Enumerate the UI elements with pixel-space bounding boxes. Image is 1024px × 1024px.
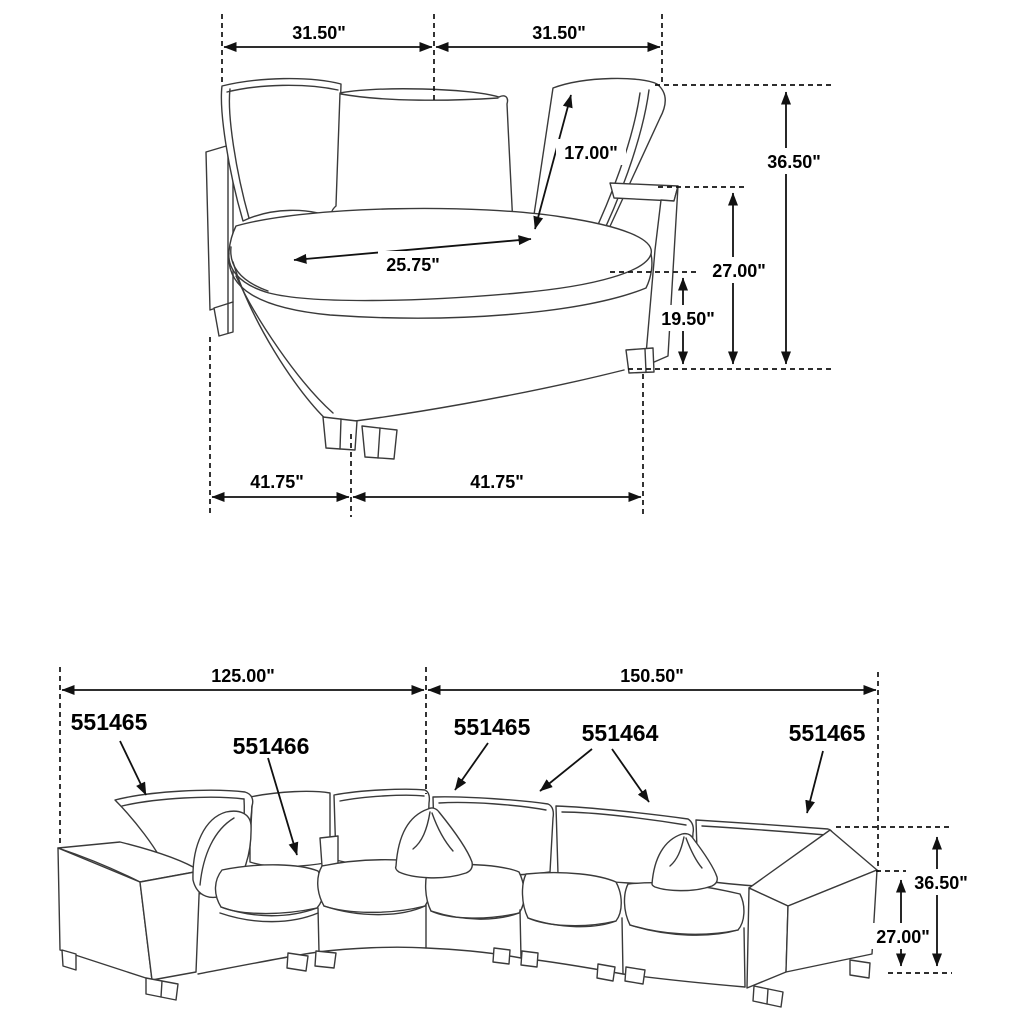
sku-label-3: 551465: [453, 714, 531, 740]
dim-label-depth-right: 41.75": [470, 472, 524, 492]
corner-seat-lip2: [220, 913, 318, 922]
base-seam-3: [520, 910, 521, 958]
leg-line: [767, 989, 768, 1004]
leg: [521, 951, 538, 967]
base-seam-1: [318, 908, 319, 952]
corner-back-edge: [320, 836, 338, 866]
front-leg-1-line: [340, 419, 341, 449]
dim-label-seat-depth: 25.75": [386, 255, 440, 275]
leg: [287, 953, 308, 971]
left-back-panel: [206, 144, 233, 310]
dim-label-back-width-right: 31.50": [532, 23, 586, 43]
dim-label-depth-left: 41.75": [250, 472, 304, 492]
dim-label-back-width-left: 31.50": [292, 23, 346, 43]
sku-label-5: 551465: [788, 720, 866, 746]
seat-4: [522, 873, 621, 926]
dim-label-arm-height: 27.00": [712, 261, 766, 281]
callout-arrow-5: [807, 751, 823, 813]
right-arm-top: [610, 183, 678, 201]
leg: [597, 964, 615, 981]
base-seam-4: [622, 918, 623, 974]
leg: [493, 948, 510, 964]
dim-label-overall-height: 36.50": [914, 873, 968, 893]
dim-label-arm-height: 27.00": [876, 927, 930, 947]
corner-seat: [215, 865, 323, 914]
callout-arrow-4a: [540, 749, 592, 791]
base-bottom-edge: [331, 370, 624, 424]
right-arm-foot-line: [645, 349, 646, 372]
right-arm-front: [747, 888, 788, 988]
sku-label-1: 551465: [70, 709, 148, 735]
sku-label-4: 551464: [581, 720, 659, 746]
dim-label-left-section: 125.00": [211, 666, 275, 686]
left-back-panel-foot: [214, 302, 233, 336]
sectional-drawing: [58, 789, 877, 1007]
dim-label-back-cushion: 17.00": [564, 143, 618, 163]
callout-arrow-3: [455, 743, 488, 790]
sku-label-2: 551466: [232, 733, 310, 759]
dim-label-seat-height: 19.50": [661, 309, 715, 329]
dim-label-overall-height: 36.50": [767, 152, 821, 172]
callout-arrow-4b: [612, 749, 649, 802]
leg-line: [161, 981, 162, 997]
leg: [62, 950, 76, 970]
leg: [625, 967, 645, 984]
left-back-cushion: [221, 79, 341, 221]
leg: [315, 951, 336, 968]
callout-arrow-1: [120, 741, 146, 795]
dim-label-right-section: 150.50": [620, 666, 684, 686]
leg: [850, 960, 870, 978]
base-seam-5: [744, 928, 745, 987]
